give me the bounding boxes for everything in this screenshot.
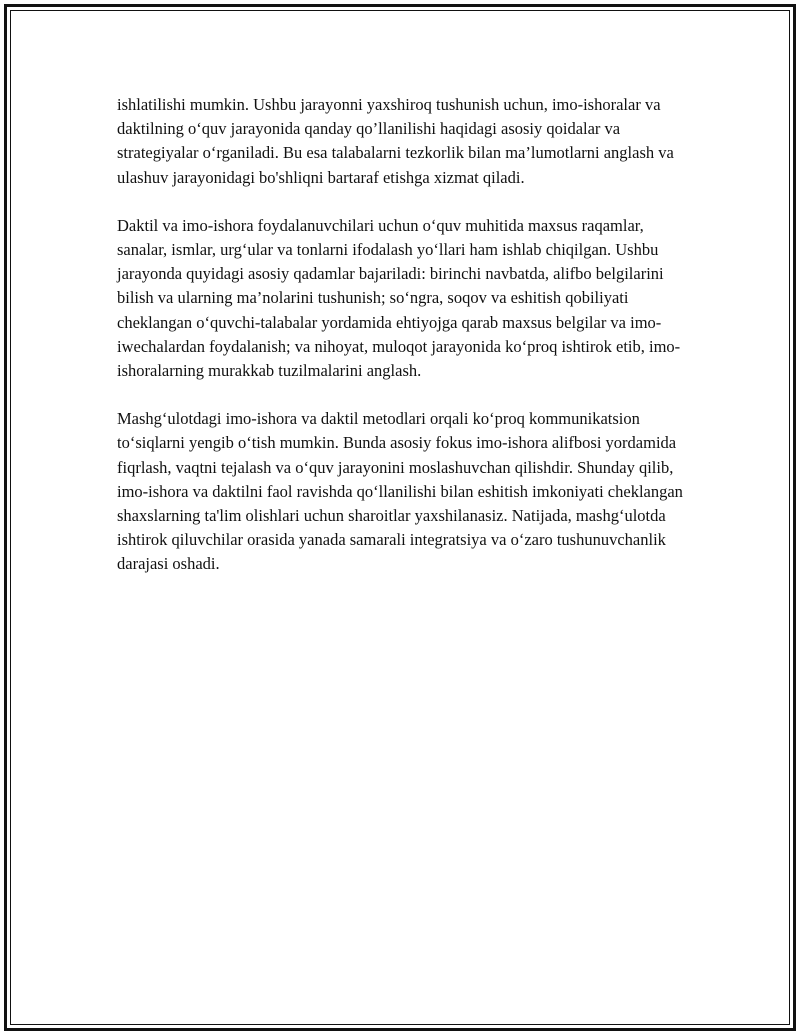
paragraph-3: Mashg‘ulotdagi imo-ishora va daktil metodlari orqali ko‘proq kommunikatsion to‘siqlarni yengib o‘tish mumkin. Bunda asosiy fokus imo-ishora alifbosi yordamida fiqrlash, vaqtni tejalash va o‘quv jarayonini moslashuvchan qilishdir. Shunday qilib, imo-ishora va daktilni faol ravishda qo‘llanilishi bilan eshitish imkoniyati cheklangan shaxslarning ta'lim olishlari uchun sharoitlar yaxshilanasiz. Natijada, mashg‘ulotda ishtirok qiluvchilar orasida yanada samarali integratsiya va o‘zaro tushunuvchanlik darajasi oshadi. [117,409,683,574]
paragraph-2: Daktil va imo-ishora foydalanuvchilari uchun o‘quv muhitida maxsus raqamlar, sanalar, ismlar, urg‘ular va tonlarni ifodalash yo‘llari ham ishlab chiqilgan. Ushbu jarayonda quyidagi asosiy qadamlar bajariladi: birinchi navbatda, alifbo belgilarini bilish va ularning ma’nolarini tushunish; so‘ngra, soqov va eshitish qobiliyati cheklangan o‘quvchi-talabalar yordamida ehtiyojga qarab maxsus belgilar va imo-iwechalardan foydalanish; va nihoyat, muloqot jarayonida ko‘proq ishtirok etib, imo-ishoralarning murakkab tuzilmalarini anglash. [117,215,681,381]
paragraph-1: ishlatilishi mumkin. Ushbu jarayonni yaxshiroq tushunish uchun, imo-ishoralar va daktilning o‘quv jarayonida qanday qo’llanilishi haqidagi asosiy qoidalar va strategiyalar o‘rganiladi. Bu esa talabalarni tezkorlik bilan ma’lumotlarni anglash va ulashuv jarayonidagi bo'shliqni bartaraf etishga xizmat qiladi. [117,95,674,187]
document-body [117,93,697,601]
